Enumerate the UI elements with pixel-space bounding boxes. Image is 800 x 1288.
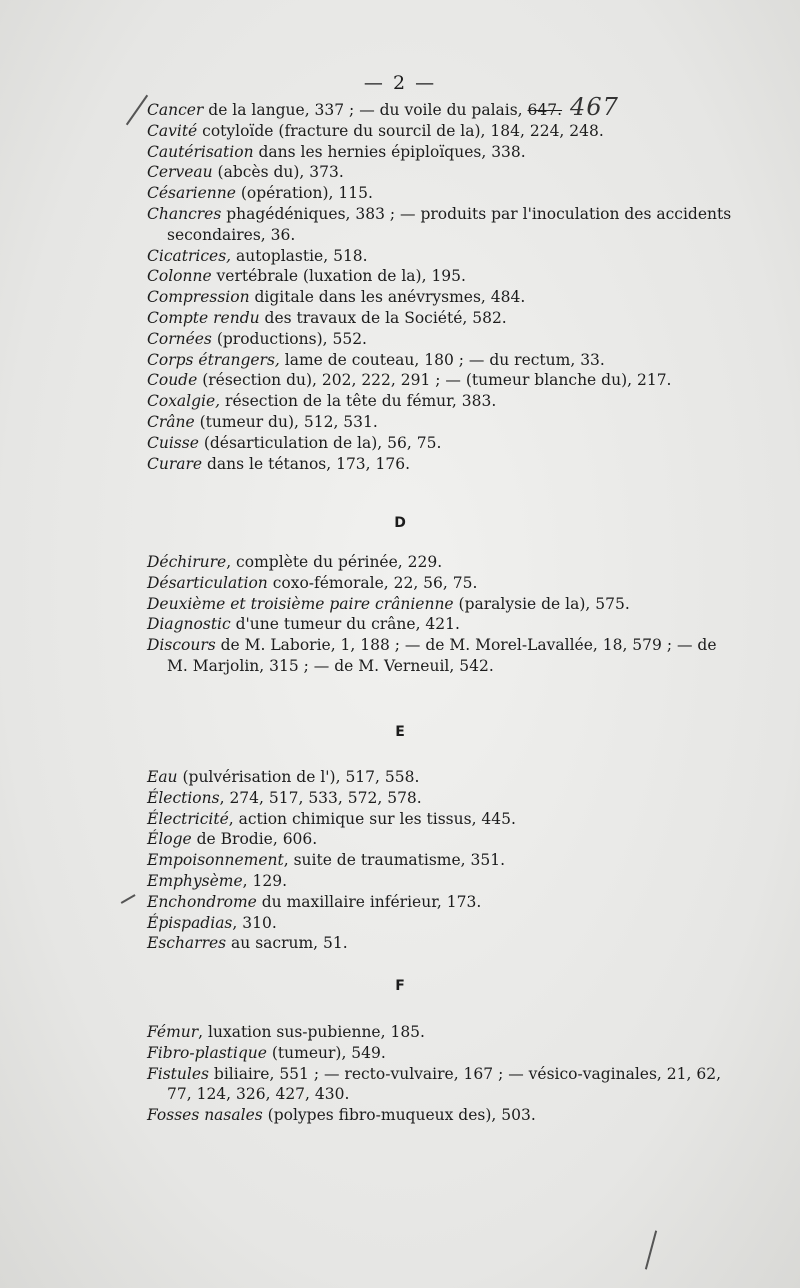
handwritten-correction: 467 (570, 93, 619, 121)
index-entry (0, 1105, 800, 1126)
index-entry (0, 412, 800, 433)
entry-text: biliaire, 551 ; — recto-vulvaire, 167 ; — vésico-vaginales, 21, 62, (208, 1064, 722, 1083)
entry-term: Escharres (147, 934, 227, 953)
entry-text: cotyloïde (fracture du sourcil de la), 184, 224, 248. (197, 121, 604, 140)
entry-text: digitale dans les anévrysmes, 484. (249, 288, 526, 307)
margin-pencil-mark (645, 1230, 657, 1269)
entry-term: Déchirure (147, 553, 227, 571)
entry-term: Désarticulation (147, 573, 268, 592)
letter-heading-f: F (395, 978, 405, 994)
letter-heading-d: D (394, 515, 406, 531)
section-d-entries (0, 552, 800, 677)
entry-term: Cavité (147, 121, 198, 140)
entry-term: Fistules (147, 1064, 209, 1083)
index-entry (0, 121, 800, 142)
entry-term: Fémur (147, 1023, 199, 1041)
entry-text: , 274, 517, 533, 572, 578. (219, 788, 422, 807)
entry-term: Éloge (147, 830, 192, 849)
entry-text: , 310. (232, 913, 277, 932)
entry-term: Coude (147, 371, 198, 390)
entry-text: phagédéniques, 383 ; — produits par l'inoculation des accidents (221, 204, 732, 223)
index-entry (0, 204, 800, 246)
index-entry (0, 594, 800, 615)
index-entry (0, 552, 800, 573)
index-entry (0, 614, 800, 635)
index-entry (0, 767, 800, 788)
entry-text: coxo-fémorale, 22, 56, 75. (267, 573, 478, 592)
index-entry (0, 933, 800, 954)
index-entry (0, 850, 800, 871)
entry-term: Cancer (147, 101, 204, 119)
entry-text: dans les hernies épiploïques, 338. (253, 142, 526, 161)
section-c-entries (0, 93, 800, 474)
entry-text: (résection du), 202, 222, 291 ; — (tumeur blanche du), 217. (197, 371, 672, 390)
entry-text: (abcès du), 373. (212, 163, 344, 182)
entry-term: Cicatrices, (147, 246, 232, 265)
struck-page-number: 647. (527, 101, 563, 119)
index-entry (0, 142, 800, 163)
entry-continuation: secondaires, 36. (167, 225, 296, 244)
entry-text: , complète du périnée, 229. (226, 553, 443, 571)
entry-term: Diagnostic (147, 615, 231, 634)
index-entry (0, 573, 800, 594)
index-entry (0, 1043, 800, 1064)
entry-text: (polypes fibro-muqueux des), 503. (262, 1106, 536, 1125)
entry-term: Césarienne (147, 184, 236, 203)
entry-text: du maxillaire inférieur, 173. (256, 892, 482, 911)
index-entry (0, 788, 800, 809)
index-entry (0, 162, 800, 183)
entry-text: de la langue, 337 ; — du voile du palais, (203, 101, 528, 119)
index-entry (0, 871, 800, 892)
index-entry (0, 454, 800, 475)
entry-term: Cornées (147, 329, 212, 348)
index-entry (0, 829, 800, 850)
entry-continuation: 77, 124, 326, 427, 430. (167, 1085, 350, 1104)
entry-term: Crâne (147, 412, 195, 431)
entry-term: Cuisse (147, 433, 199, 452)
index-entry (0, 287, 800, 308)
index-entry (0, 308, 800, 329)
index-entry (0, 266, 800, 287)
entry-text: au sacrum, 51. (226, 934, 348, 953)
section-e-entries (0, 767, 800, 954)
entry-text: autoplastie, 518. (231, 246, 368, 265)
entry-text: (tumeur du), 512, 531. (194, 412, 378, 431)
index-entry (0, 350, 800, 371)
entry-text: (pulvérisation de l'), 517, 558. (177, 768, 420, 786)
entry-text: , suite de traumatisme, 351. (283, 851, 506, 870)
entry-text: (productions), 552. (211, 329, 367, 348)
entry-term: Eau (147, 768, 178, 786)
entry-term: Corps étrangers, (147, 350, 280, 369)
index-entry (0, 1022, 800, 1043)
entry-term: Épispadias (147, 913, 233, 932)
entry-term: Deuxième et troisième paire crânienne (147, 594, 454, 613)
entry-term: Élections (147, 788, 220, 807)
index-entry (0, 433, 800, 454)
entry-term: Empoisonnement (147, 851, 284, 870)
letter-heading-e: E (395, 724, 405, 740)
page-number: — 2 — (363, 72, 437, 94)
index-entry (0, 329, 800, 350)
entry-text: , 129. (242, 871, 288, 890)
entry-text: des travaux de la Société, 582. (259, 308, 507, 327)
entry-text: (opération), 115. (235, 184, 373, 203)
entry-term: Cerveau (147, 163, 213, 182)
entry-text: (tumeur), 549. (266, 1043, 386, 1062)
index-entry (0, 183, 800, 204)
entry-text: , luxation sus-pubienne, 185. (198, 1023, 425, 1041)
index-entry (0, 635, 800, 677)
entry-text: (paralysie de la), 575. (453, 594, 630, 613)
entry-text: de Brodie, 606. (191, 830, 318, 849)
entry-term: Électricité (147, 809, 229, 828)
entry-text: dans le tétanos, 173, 176. (202, 454, 411, 473)
entry-term: Coxalgie, (147, 392, 221, 411)
entry-term: Fosses nasales (147, 1106, 263, 1125)
entry-text: , action chimique sur les tissus, 445. (228, 809, 516, 828)
entry-term: Colonne (147, 267, 212, 286)
index-entry (0, 1064, 800, 1106)
entry-term: Curare (147, 454, 203, 473)
entry-text: d'une tumeur du crâne, 421. (230, 615, 460, 634)
index-entry (0, 93, 800, 121)
entry-term: Discours (147, 636, 216, 655)
entry-term: Compression (147, 288, 250, 307)
entry-term: Emphysème (147, 871, 243, 890)
index-entry (0, 246, 800, 267)
entry-term: Enchondrome (147, 892, 257, 911)
entry-term: Compte rendu (147, 308, 260, 327)
entry-text: de M. Laborie, 1, 188 ; — de M. Morel-Lavallée, 18, 579 ; — de (215, 636, 717, 655)
index-entry (0, 913, 800, 934)
entry-text: résection de la tête du fémur, 383. (220, 392, 497, 411)
entry-text: (désarticulation de la), 56, 75. (198, 433, 442, 452)
index-entry (0, 370, 800, 391)
entry-term: Chancres (147, 204, 222, 223)
entry-term: Cautérisation (147, 142, 254, 161)
entry-text: lame de couteau, 180 ; — du rectum, 33. (279, 350, 605, 369)
entry-text: vertébrale (luxation de la), 195. (211, 267, 466, 286)
index-entry (0, 391, 800, 412)
entry-term: Fibro-plastique (147, 1043, 267, 1062)
section-f-entries (0, 1022, 800, 1126)
entry-continuation: M. Marjolin, 315 ; — de M. Verneuil, 542. (167, 656, 494, 675)
index-entry (0, 809, 800, 830)
